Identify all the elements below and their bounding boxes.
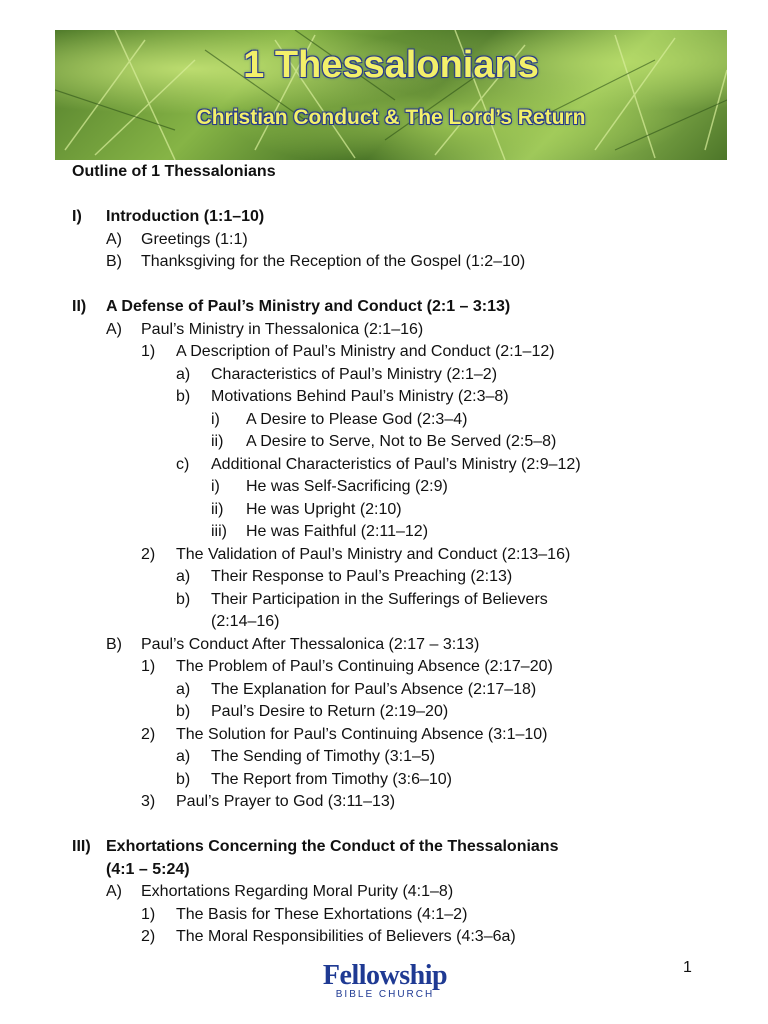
item-text: The Basis for These Exhortations (4:1–2) (176, 905, 468, 923)
outline-item-continued (72, 859, 702, 882)
outline-item (72, 296, 702, 319)
logo-sub-text: BIBLE CHURCH (335, 989, 435, 1000)
outline-item (72, 791, 702, 814)
item-number: c) (176, 455, 190, 473)
item-number: a) (176, 680, 191, 698)
outline-title: Outline of 1 Thessalonians (72, 163, 276, 180)
outline-item (72, 454, 702, 477)
outline-item (72, 724, 702, 747)
item-number: I) (72, 208, 82, 225)
item-number: b) (176, 770, 191, 788)
outline-item (72, 679, 702, 702)
outline-item (72, 589, 702, 612)
item-number: a) (176, 568, 191, 585)
item-text: The Explanation for Paul’s Absence (2:17–18) (211, 680, 537, 698)
outline-item (72, 319, 702, 342)
outline-item (72, 544, 702, 567)
item-text: (4:1 – 5:24) (106, 860, 190, 878)
item-number: ii) (211, 500, 224, 518)
item-text: The Problem of Paul’s Continuing Absence (2:17–20) (176, 658, 553, 675)
outline-item (72, 746, 702, 769)
item-text: A Description of Paul’s Ministry and Conduct (2:1–12) (176, 343, 555, 360)
outline-item (72, 499, 702, 522)
item-number: b) (176, 703, 191, 720)
item-number: a) (176, 748, 191, 765)
item-number: ii) (211, 433, 224, 450)
item-text: A Desire to Serve, Not to Be Served (2:5–8) (246, 433, 557, 450)
outline-item (72, 476, 702, 499)
item-text: The Moral Responsibilities of Believers (4:3–6a) (176, 928, 516, 945)
item-number: III) (72, 838, 91, 855)
item-number: iii) (211, 523, 227, 540)
item-number: 1) (141, 658, 156, 675)
item-text: Introduction (1:1–10) (106, 208, 265, 225)
outline-item (72, 364, 702, 387)
banner-subtitle: Christian Conduct & The Lord’s Return (196, 106, 586, 129)
item-number: A) (106, 230, 122, 248)
header-banner (55, 30, 727, 160)
item-number: A) (106, 320, 122, 338)
item-text: Paul’s Prayer to God (3:11–13) (176, 793, 396, 810)
outline-item (72, 836, 702, 859)
item-text: Paul’s Ministry in Thessalonica (2:1–16) (141, 320, 424, 338)
item-number: 3) (141, 793, 156, 810)
item-number: B) (106, 253, 122, 270)
item-number: b) (176, 590, 191, 608)
item-number: 2) (141, 928, 156, 945)
item-text: Exhortations Concerning the Conduct of the Thessalonians (106, 838, 559, 855)
outline-item (72, 206, 702, 229)
item-text: Paul’s Conduct After Thessalonica (2:17 – 3:13) (141, 635, 480, 653)
item-text: (2:14–16) (211, 613, 280, 630)
item-text: The Sending of Timothy (3:1–5) (211, 748, 436, 765)
item-number: i) (211, 410, 220, 428)
outline-item (72, 566, 702, 589)
item-text: He was Faithful (2:11–12) (246, 523, 429, 540)
item-number: 2) (141, 545, 156, 563)
item-number: A) (106, 883, 122, 900)
item-text: Paul’s Desire to Return (2:19–20) (211, 703, 449, 720)
outline-item (72, 904, 702, 927)
outline-item (72, 701, 702, 724)
outline-item (72, 769, 702, 792)
outline-item (72, 251, 702, 274)
page-number: 1 (683, 959, 692, 976)
item-number: 1) (141, 905, 156, 923)
item-text: Thanksgiving for the Reception of the Gospel (1:2–10) (141, 253, 526, 270)
item-text: Their Participation in the Sufferings of Believers (211, 590, 548, 608)
outline-item (72, 926, 702, 949)
item-text: The Solution for Paul’s Continuing Absence (3:1–10) (176, 725, 548, 743)
outline-document (72, 161, 702, 949)
item-number: 2) (141, 725, 156, 743)
outline-item (72, 341, 702, 364)
outline-item (72, 229, 702, 252)
item-text: Exhortations Regarding Moral Purity (4:1–8) (141, 883, 454, 900)
item-number: B) (106, 635, 122, 653)
item-number: b) (176, 388, 191, 405)
item-number: i) (211, 478, 220, 495)
item-text: Characteristics of Paul’s Ministry (2:1–2) (211, 365, 498, 383)
outline-item (72, 521, 702, 544)
item-text: Greetings (1:1) (141, 230, 248, 248)
banner-title: 1 Thessalonians (243, 44, 539, 86)
item-number: a) (176, 365, 191, 383)
item-text: Additional Characteristics of Paul’s Ministry (2:9–12) (211, 455, 581, 473)
item-text: The Validation of Paul’s Ministry and Conduct (2:13–16) (176, 545, 571, 563)
outline-item (72, 386, 702, 409)
item-text: A Defense of Paul’s Ministry and Conduct (2:1 – 3:13) (106, 298, 511, 315)
outline-item (72, 431, 702, 454)
item-text: Motivations Behind Paul’s Ministry (2:3–8) (211, 388, 509, 405)
item-text: Their Response to Paul’s Preaching (2:13) (211, 568, 513, 585)
item-text: He was Upright (2:10) (246, 500, 402, 518)
outline-item (72, 634, 702, 657)
outline-item-continued (72, 611, 702, 634)
item-text: The Report from Timothy (3:6–10) (211, 770, 452, 788)
item-number: II) (72, 298, 87, 315)
item-number: 1) (141, 343, 156, 360)
outline-item (72, 881, 702, 904)
outline-item (72, 656, 702, 679)
item-text: He was Self-Sacrificing (2:9) (246, 478, 448, 495)
logo-main-text: Fellowship (322, 960, 448, 991)
item-text: A Desire to Please God (2:3–4) (246, 410, 468, 428)
fellowship-logo (300, 962, 470, 1002)
outline-item (72, 409, 702, 432)
